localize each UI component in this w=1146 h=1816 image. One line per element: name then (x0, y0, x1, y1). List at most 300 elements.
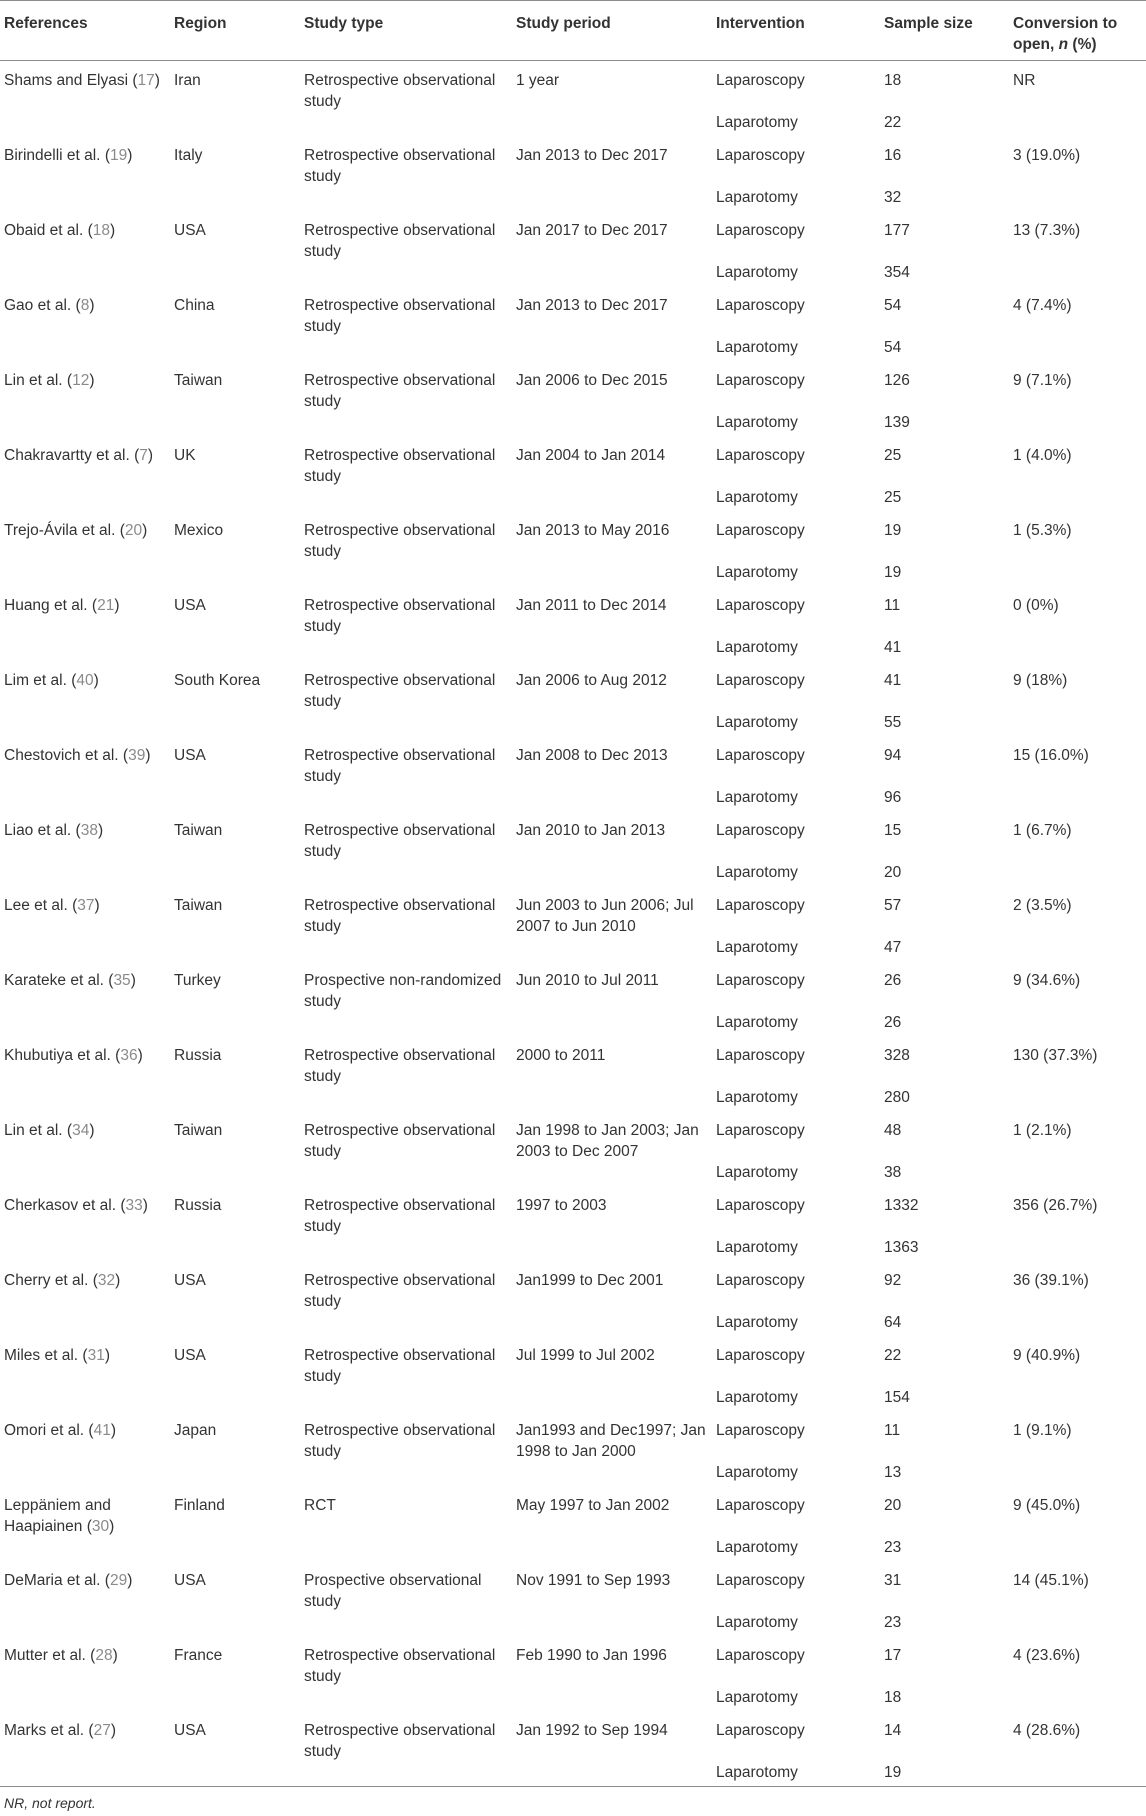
table-row-sub (0, 1687, 1146, 1711)
empty-cell (0, 787, 170, 811)
reference-number-link[interactable]: 33 (125, 1197, 143, 1214)
study-period-cell: Jan 2013 to May 2016 (516, 522, 670, 539)
reference-name: Chestovich et al. (4, 747, 119, 764)
reference-number-link[interactable]: 17 (137, 72, 155, 89)
study-period-cell: Jan 2008 to Dec 2013 (516, 747, 668, 764)
study-period-cell: Jan 2013 to Dec 2017 (516, 297, 668, 314)
reference-number-link[interactable]: 21 (97, 597, 115, 614)
reference-name: Lim et al. (4, 672, 67, 689)
sample-size-cell: 25 (884, 489, 902, 506)
table-row-sub (0, 562, 1146, 586)
intervention-cell: Laparotomy (716, 339, 798, 356)
conversion-cell: 9 (34.6%) (1013, 972, 1081, 989)
empty-cell (170, 1762, 300, 1786)
study-type-cell: Retrospective observational study (304, 597, 496, 635)
empty-cell (512, 1312, 712, 1336)
empty-cell (300, 1387, 512, 1411)
study-period-cell: Feb 1990 to Jan 1996 (516, 1647, 667, 1664)
reference-number-link[interactable]: 37 (77, 897, 95, 914)
empty-cell (300, 637, 512, 661)
empty-cell (0, 1387, 170, 1411)
reference-paren-close: ) (145, 747, 151, 764)
empty-cell (1009, 1237, 1146, 1261)
empty-cell (0, 262, 170, 286)
empty-cell (170, 112, 300, 136)
empty-cell (170, 1162, 300, 1186)
table-row (0, 136, 1146, 187)
empty-cell (170, 1687, 300, 1711)
table-row-sub (0, 1612, 1146, 1636)
empty-cell (300, 112, 512, 136)
reference-paren-close: ) (89, 297, 95, 314)
table-row (0, 1411, 1146, 1462)
conversion-cell: 1 (9.1%) (1013, 1422, 1072, 1439)
table-row (0, 1711, 1146, 1762)
reference-number-link[interactable]: 32 (97, 1272, 116, 1289)
empty-cell (1009, 637, 1146, 661)
empty-cell (1009, 487, 1146, 511)
intervention-cell: Laparoscopy (716, 297, 805, 314)
table-row (0, 1636, 1146, 1687)
reference-name: Karateke et al. (4, 972, 104, 989)
empty-cell (300, 787, 512, 811)
empty-cell (300, 937, 512, 961)
reference-number-link[interactable]: 7 (139, 447, 148, 464)
reference-paren-close: ) (109, 1518, 115, 1535)
empty-cell (512, 712, 712, 736)
study-type-cell: Retrospective observational study (304, 1647, 496, 1685)
reference-cell (0, 1561, 170, 1612)
header-sample-size: Sample size (880, 1, 1009, 61)
sample-size-cell: 48 (884, 1122, 902, 1139)
reference-paren-open: ( (86, 1518, 92, 1535)
reference-number-link[interactable]: 27 (93, 1722, 111, 1739)
conversion-cell: 1 (6.7%) (1013, 822, 1072, 839)
empty-cell (0, 412, 170, 436)
reference-number-link[interactable]: 41 (93, 1422, 111, 1439)
table-header (0, 1, 1146, 61)
reference-cell (0, 436, 170, 487)
empty-cell (0, 1162, 170, 1186)
reference-paren-close: ) (110, 1722, 117, 1739)
empty-cell (1009, 712, 1146, 736)
empty-cell (512, 562, 712, 586)
header-conversion-post: (%) (1068, 36, 1097, 53)
empty-cell (170, 712, 300, 736)
intervention-cell: Laparoscopy (716, 222, 805, 239)
reference-name: Huang et al. (4, 597, 88, 614)
sample-size-cell: 32 (884, 189, 902, 206)
table-row-sub (0, 337, 1146, 361)
reference-number-link[interactable]: 40 (76, 672, 94, 689)
study-type-cell: Retrospective observational study (304, 222, 496, 260)
table-row (0, 511, 1146, 562)
reference-cell (0, 511, 170, 562)
header-conversion-pre: Conversion to open, (1013, 15, 1118, 53)
conversion-cell: 1 (2.1%) (1013, 1122, 1072, 1139)
empty-cell (170, 562, 300, 586)
table-row (0, 1036, 1146, 1087)
reference-number-link[interactable]: 28 (95, 1647, 113, 1664)
reference-paren-close: ) (89, 1122, 95, 1139)
empty-cell (1009, 1012, 1146, 1036)
conversion-cell: 9 (7.1%) (1013, 372, 1072, 389)
reference-name: Trejo-Ávila et al. (4, 522, 116, 539)
table-row-sub (0, 1087, 1146, 1111)
region-cell: USA (174, 222, 206, 239)
header-references: References (0, 1, 170, 61)
header-row (0, 1, 1146, 61)
empty-cell (0, 1312, 170, 1336)
region-cell: USA (174, 1347, 206, 1364)
reference-cell (0, 586, 170, 637)
table-row (0, 1111, 1146, 1162)
empty-cell (1009, 1762, 1146, 1786)
sample-size-cell: 15 (884, 822, 902, 839)
empty-cell (170, 1387, 300, 1411)
sample-size-cell: 154 (884, 1389, 910, 1406)
reference-cell (0, 736, 170, 787)
reference-paren-close: ) (127, 1572, 133, 1589)
table-row (0, 586, 1146, 637)
empty-cell (512, 487, 712, 511)
study-period-cell: Jan 1992 to Sep 1994 (516, 1722, 668, 1739)
reference-paren-open: ( (120, 1197, 126, 1214)
empty-cell (300, 1612, 512, 1636)
conversion-cell: 9 (45.0%) (1013, 1497, 1081, 1514)
reference-number-link[interactable]: 39 (128, 747, 146, 764)
reference-paren-close: ) (142, 522, 148, 539)
sample-size-cell: 47 (884, 939, 902, 956)
empty-cell (0, 1612, 170, 1636)
study-period-cell: 1997 to 2003 (516, 1197, 607, 1214)
empty-cell (170, 1462, 300, 1486)
table-row (0, 1486, 1146, 1537)
intervention-cell: Laparotomy (716, 564, 798, 581)
intervention-cell: Laparoscopy (716, 1647, 805, 1664)
region-cell: USA (174, 1722, 206, 1739)
empty-cell (300, 1462, 512, 1486)
region-cell: France (174, 1647, 223, 1664)
reference-paren-close: ) (110, 1422, 117, 1439)
header-region: Region (170, 1, 300, 61)
reference-cell (0, 361, 170, 412)
intervention-cell: Laparoscopy (716, 372, 805, 389)
reference-number-link[interactable]: 19 (109, 147, 128, 164)
empty-cell (170, 1537, 300, 1561)
intervention-cell: Laparoscopy (716, 1272, 805, 1289)
reference-paren-close: ) (154, 72, 160, 89)
region-cell: Taiwan (174, 372, 223, 389)
empty-cell (300, 1012, 512, 1036)
intervention-cell: Laparoscopy (716, 822, 805, 839)
region-cell: Taiwan (174, 897, 223, 914)
table-row (0, 436, 1146, 487)
empty-cell (300, 1162, 512, 1186)
region-cell: Finland (174, 1497, 225, 1514)
reference-cell (0, 961, 170, 1012)
table-row-sub (0, 1537, 1146, 1561)
sample-size-cell: 11 (884, 597, 901, 614)
reference-paren-close: ) (94, 897, 100, 914)
table-row-sub (0, 262, 1146, 286)
intervention-cell: Laparotomy (716, 264, 798, 281)
empty-cell (512, 1237, 712, 1261)
region-cell: Taiwan (174, 822, 223, 839)
conversion-cell: 36 (39.1%) (1013, 1272, 1089, 1289)
reference-number-link[interactable]: 35 (113, 972, 131, 989)
intervention-cell: Laparotomy (716, 1014, 798, 1031)
table-row-sub (0, 1012, 1146, 1036)
reference-paren-open: ( (104, 1572, 110, 1589)
empty-cell (300, 337, 512, 361)
sample-size-cell: 19 (880, 1762, 1009, 1786)
reference-name: Lin et al. (4, 372, 63, 389)
study-type-cell: Retrospective observational study (304, 147, 496, 185)
study-type-cell: Retrospective observational study (304, 372, 496, 410)
reference-name: Cherry et al. (4, 1272, 89, 1289)
empty-cell (1009, 412, 1146, 436)
reference-cell (0, 661, 170, 712)
reference-name: Mutter et al. (4, 1647, 86, 1664)
reference-name: Liao et al. (4, 822, 72, 839)
empty-cell (170, 487, 300, 511)
study-period-cell: Jan 2011 to Dec 2014 (516, 597, 667, 614)
intervention-cell: Laparotomy (716, 1689, 798, 1706)
reference-paren-open: ( (82, 1347, 88, 1364)
reference-paren-close: ) (104, 1347, 110, 1364)
sample-size-cell: 139 (884, 414, 910, 431)
empty-cell (512, 1087, 712, 1111)
table-row (0, 961, 1146, 1012)
empty-cell (512, 187, 712, 211)
sample-size-cell: 23 (884, 1539, 902, 1556)
conversion-cell: 3 (19.0%) (1013, 147, 1081, 164)
study-period-cell: Jan 2017 to Dec 2017 (516, 222, 668, 239)
empty-cell (0, 1762, 170, 1786)
reference-cell (0, 211, 170, 262)
empty-cell (300, 712, 512, 736)
reference-number-link[interactable]: 38 (80, 822, 98, 839)
sample-size-cell: 328 (884, 1047, 910, 1064)
study-type-cell: Retrospective observational study (304, 1347, 496, 1385)
study-period-cell: Jan 2010 to Jan 2013 (516, 822, 666, 839)
table-row (0, 61, 1146, 113)
region-cell: USA (174, 1272, 206, 1289)
empty-cell (170, 1237, 300, 1261)
sample-size-cell: 41 (884, 639, 902, 656)
empty-cell (0, 712, 170, 736)
table-row-sub (0, 1387, 1146, 1411)
empty-cell (1009, 1162, 1146, 1186)
empty-cell (512, 262, 712, 286)
table-row (0, 1336, 1146, 1387)
empty-cell (512, 637, 712, 661)
sample-size-cell: 13 (884, 1464, 902, 1481)
conversion-cell: 1 (4.0%) (1013, 447, 1072, 464)
region-cell: Iran (174, 72, 201, 89)
table-row (0, 211, 1146, 262)
study-type-cell: Retrospective observational study (304, 1272, 496, 1310)
study-period-cell: Jan 2013 to Dec 2017 (516, 147, 668, 164)
reference-cell (0, 1411, 170, 1462)
region-cell: Russia (174, 1047, 222, 1064)
reference-paren-open: ( (132, 72, 138, 89)
study-period-cell: Jan 2006 to Aug 2012 (516, 672, 667, 689)
reference-paren-open: ( (75, 297, 81, 314)
header-study-type: Study type (300, 1, 512, 61)
empty-cell (1009, 862, 1146, 886)
region-cell: Mexico (174, 522, 224, 539)
empty-cell (1009, 262, 1146, 286)
sample-size-cell: 22 (884, 1347, 902, 1364)
empty-cell (512, 337, 712, 361)
reference-paren-close: ) (130, 972, 136, 989)
empty-cell (512, 1537, 712, 1561)
empty-cell (1009, 112, 1146, 136)
sample-size-cell: 1332 (884, 1197, 919, 1214)
reference-paren-open: ( (92, 1272, 98, 1289)
reference-number-link[interactable]: 8 (80, 297, 90, 314)
sample-size-cell: 64 (884, 1314, 902, 1331)
reference-number-link[interactable]: 31 (87, 1347, 105, 1364)
study-period-cell: May 1997 to Jan 2002 (516, 1497, 670, 1514)
empty-cell (300, 262, 512, 286)
reference-paren-close: ) (137, 1047, 143, 1064)
region-cell: Turkey (174, 972, 221, 989)
intervention-cell: Laparotomy (716, 414, 798, 431)
empty-cell (512, 862, 712, 886)
conversion-cell: 1 (5.3%) (1013, 522, 1072, 539)
intervention-cell: Laparotomy (716, 714, 798, 731)
intervention-cell: Laparotomy (712, 1762, 880, 1786)
study-type-cell: Retrospective observational study (304, 672, 496, 710)
reference-number-link[interactable]: 36 (120, 1047, 138, 1064)
table-row-sub (0, 1462, 1146, 1486)
region-cell: South Korea (174, 672, 261, 689)
header-conversion (1009, 1, 1146, 61)
reference-paren-close: ) (127, 147, 133, 164)
study-type-cell: Retrospective observational study (304, 822, 496, 860)
empty-cell (300, 487, 512, 511)
sample-size-cell: 354 (884, 264, 910, 281)
intervention-cell: Laparotomy (716, 789, 798, 806)
reference-cell (0, 1636, 170, 1687)
table-row (0, 736, 1146, 787)
sample-size-cell: 280 (884, 1089, 910, 1106)
empty-cell (170, 262, 300, 286)
reference-paren-open: ( (88, 1422, 94, 1439)
study-type-cell: Retrospective observational study (304, 297, 496, 335)
table-row-sub (0, 1312, 1146, 1336)
empty-cell (0, 1537, 170, 1561)
reference-number-link[interactable]: 18 (92, 222, 111, 239)
sample-size-cell: 26 (884, 972, 902, 989)
reference-number-link[interactable]: 30 (91, 1518, 110, 1535)
empty-cell (0, 187, 170, 211)
reference-name: Lin et al. (4, 1122, 63, 1139)
reference-name: Chakravartty et al. (4, 447, 130, 464)
empty-cell (170, 1612, 300, 1636)
table-row (0, 361, 1146, 412)
empty-cell (170, 1012, 300, 1036)
empty-cell (300, 1537, 512, 1561)
reference-paren-open: ( (108, 972, 114, 989)
region-cell: USA (174, 1572, 206, 1589)
reference-name: Obaid et al. (4, 222, 84, 239)
reference-number-link[interactable]: 20 (124, 522, 143, 539)
intervention-cell: Laparoscopy (716, 522, 805, 539)
study-period-cell: 1 year (516, 72, 560, 89)
empty-cell (170, 337, 300, 361)
intervention-cell: Laparoscopy (716, 147, 805, 164)
intervention-cell: Laparotomy (716, 864, 798, 881)
empty-cell (512, 412, 712, 436)
region-cell: USA (174, 747, 206, 764)
study-type-cell: Retrospective observational study (304, 1197, 496, 1235)
reference-name: Miles et al. (4, 1347, 79, 1364)
region-cell: USA (174, 597, 206, 614)
reference-paren-close: ) (89, 372, 95, 389)
empty-cell (1009, 1387, 1146, 1411)
intervention-cell: Laparoscopy (716, 1197, 805, 1214)
conversion-cell: 130 (37.3%) (1013, 1047, 1098, 1064)
reference-paren-close: ) (142, 1197, 148, 1214)
table-row-sub (0, 1237, 1146, 1261)
sample-size-cell: 177 (884, 222, 910, 239)
intervention-cell: Laparoscopy (716, 447, 805, 464)
empty-cell (0, 487, 170, 511)
header-intervention: Intervention (712, 1, 880, 61)
study-type-cell: Prospective observational study (304, 1572, 482, 1610)
intervention-cell: Laparotomy (716, 489, 798, 506)
conversion-cell: NR (1013, 72, 1036, 89)
sample-size-cell: 57 (884, 897, 902, 914)
empty-cell (1009, 1687, 1146, 1711)
intervention-cell: Laparotomy (716, 1164, 798, 1181)
reference-number-link[interactable]: 12 (72, 372, 90, 389)
empty-cell (0, 1687, 170, 1711)
table-row (0, 1261, 1146, 1312)
reference-paren-close: ) (112, 1647, 118, 1664)
sample-size-cell: 18 (884, 1689, 902, 1706)
empty-cell (170, 412, 300, 436)
reference-number-link[interactable]: 34 (72, 1122, 90, 1139)
reference-paren-close: ) (110, 222, 116, 239)
reference-number-link[interactable]: 29 (109, 1572, 128, 1589)
empty-cell (300, 412, 512, 436)
table-row-sub (0, 1162, 1146, 1186)
study-period-cell: Jan1993 and Dec1997; Jan 1998 to Jan 2000 (516, 1422, 706, 1460)
header-study-period: Study period (512, 1, 712, 61)
intervention-cell: Laparoscopy (716, 597, 805, 614)
sample-size-cell: 54 (884, 297, 902, 314)
region-cell: UK (174, 447, 196, 464)
empty-cell (1009, 337, 1146, 361)
reference-name: Marks et al. (4, 1722, 85, 1739)
conversion-cell: 9 (40.9%) (1013, 1347, 1081, 1364)
intervention-cell: Laparotomy (716, 1239, 798, 1256)
conversion-cell: 14 (45.1%) (1013, 1572, 1089, 1589)
study-period-cell: Jan 2006 to Dec 2015 (516, 372, 668, 389)
reference-cell (0, 1186, 170, 1237)
study-type-cell: Prospective non-randomized study (304, 972, 502, 1010)
empty-cell (512, 1462, 712, 1486)
table-row-sub (0, 412, 1146, 436)
empty-cell (512, 112, 712, 136)
table-row-sub (0, 187, 1146, 211)
intervention-cell: Laparoscopy (716, 972, 805, 989)
